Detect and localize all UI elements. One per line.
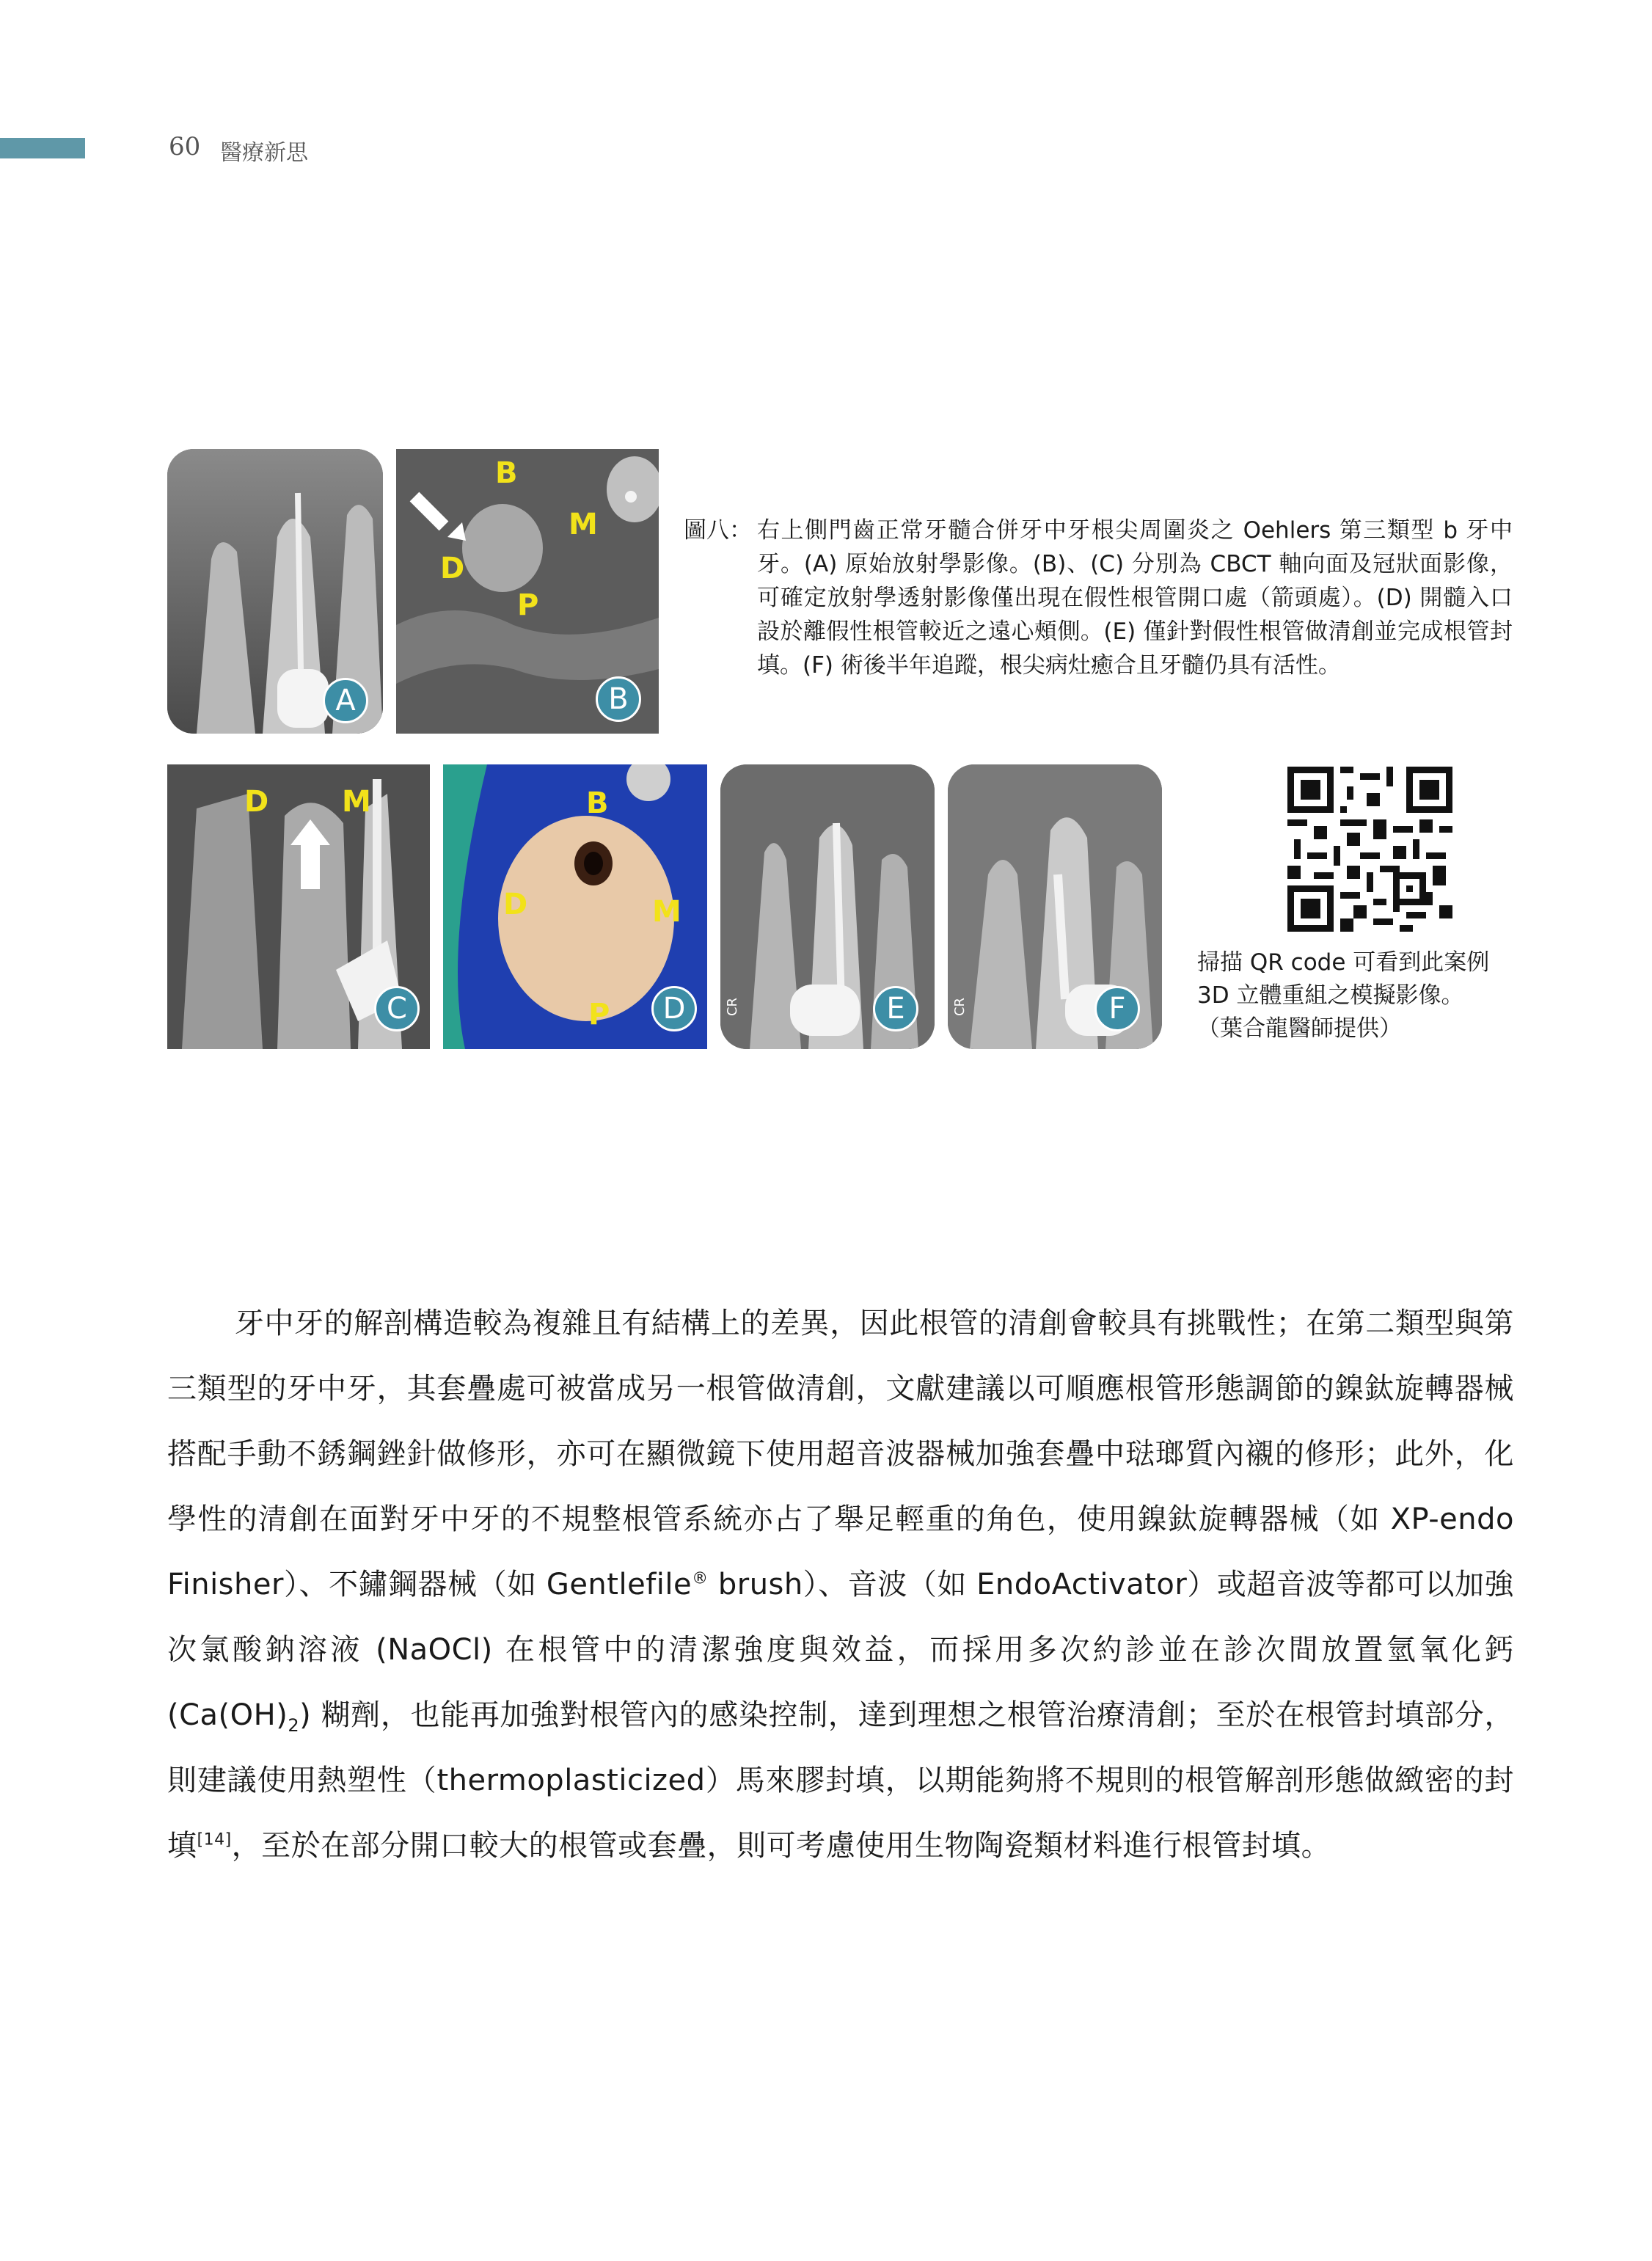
page-number: 60 — [169, 132, 201, 161]
qr-caption — [1197, 946, 1520, 1045]
panel-d-marker-b: B — [586, 786, 609, 820]
qr-caption-line-2: 3D 立體重組之模擬影像。 — [1197, 982, 1464, 1009]
running-title: 醫療新思 — [220, 140, 308, 166]
panel-b-marker-d: D — [440, 552, 465, 585]
citation-ref[interactable]: [14] — [197, 1830, 232, 1849]
panel-b-marker-m: M — [569, 508, 598, 541]
qr-caption-line-1: 掃描 QR code 可看到此案例 — [1197, 949, 1490, 976]
body-paragraph — [167, 1291, 1514, 1879]
figure-caption-text: 右上側門齒正常牙髓合併牙中牙根尖周圍炎之 Oehlers 第三類型 b 牙中牙。(A) 原始放射學影像。(B)、(C) 分別為 CBCT 軸向面及冠狀面影像，可確定放射學透射影像僅出現在假性根管開口處（箭頭處）。(D) 開髓入口設於離假性根管較近之遠心頰側。(E) 僅針對假性根管做清創並完成根管封填。(F) 術後半年追蹤，根尖病灶癒合且牙髓仍具有活性。 — [757, 517, 1513, 679]
figure-caption — [684, 514, 1513, 682]
figure-caption-label: 圖八： — [684, 517, 752, 544]
panel-b-marker-b: B — [495, 456, 518, 490]
panel-badge-d: D — [651, 986, 697, 1031]
body-text-part-2: brush）、音波（如 EndoActivator）或超音波等都可以加強次氯酸鈉溶液 (NaOCl) 在根管中的清潔強度與效益，而採用多次約診並在診次間放置氫氧化鈣 (Ca(OH) — [167, 1568, 1515, 1732]
panel-c-marker-m: M — [342, 785, 371, 819]
qr-code[interactable] — [1287, 767, 1452, 932]
body-text-part-1: 牙中牙的解剖構造較為複雜且有結構上的差異，因此根管的清創會較具有挑戰性；在第二類型與第三類型的牙中牙，其套疊處可被當成另一根管做清創，文獻建議以可順應根管形態調節的鎳鈦旋轉器械搭配手動不銹鋼銼針做修形，亦可在顯微鏡下使用超音波器械加強套疊中琺瑯質內襯的修形；此外，化學性的清創在面對牙中牙的不規整根管系統亦占了舉足輕重的角色，使用鎳鈦旋轉器械（如 XP-endo Finisher）、不鏽鋼器械（如 Gentlefile — [167, 1307, 1514, 1601]
body-text-part-3: ) 糊劑，也能再加強對根管內的感染控制，達到理想之根管治療清創；至於在根管封填部分，則建議使用熱塑性（thermoplasticized）馬來膠封填，以期能夠將不規則的根管解剖形態做緻密的封填 — [167, 1698, 1514, 1863]
panel-d-marker-m: M — [652, 895, 681, 929]
panel-badge-a: A — [323, 678, 368, 723]
figure-panel-e — [720, 764, 935, 1049]
panel-c-marker-d: D — [244, 785, 269, 819]
subscript-2: 2 — [288, 1715, 300, 1736]
panel-badge-f: F — [1094, 986, 1140, 1031]
panel-badge-b: B — [596, 676, 641, 722]
panel-d-marker-d: D — [503, 888, 528, 921]
panel-b-marker-p: P — [517, 588, 539, 622]
panel-f-cr-label: CR — [952, 997, 968, 1017]
registered-mark: ® — [692, 1569, 709, 1588]
panel-e-cr-label: CR — [725, 997, 741, 1017]
figure-panel-b — [396, 449, 659, 734]
body-text-part-4: ，至於在部分開口較大的根管或套疊，則可考慮使用生物陶瓷類材料進行根管封填。 — [231, 1829, 1331, 1863]
panel-badge-c: C — [374, 986, 420, 1031]
header-accent-bar — [0, 138, 85, 158]
figure-panel-c — [167, 764, 430, 1049]
figure-panel-d — [443, 764, 707, 1049]
qr-caption-line-3: （葉合龍醫師提供） — [1197, 1015, 1402, 1042]
panel-d-marker-p: P — [588, 998, 610, 1031]
figure-panel-a — [167, 449, 383, 734]
panel-badge-e: E — [873, 986, 918, 1031]
figure-panel-f — [948, 764, 1162, 1049]
